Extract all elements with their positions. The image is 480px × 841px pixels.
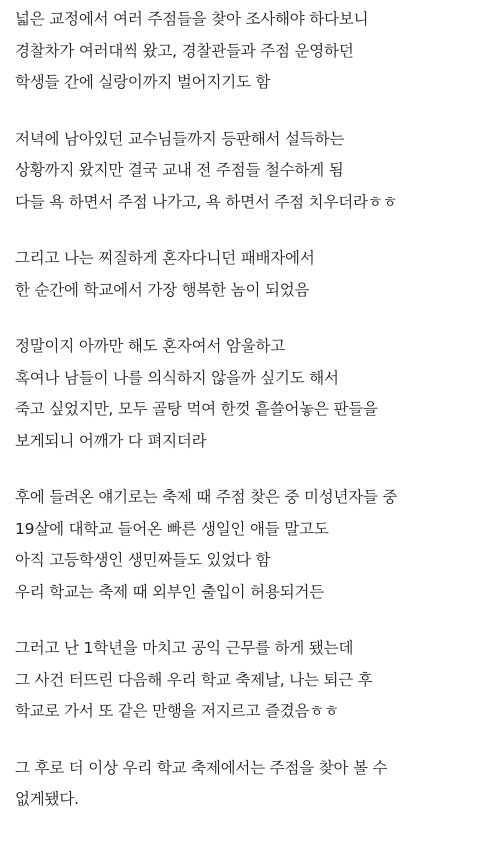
- paragraph: [15, 331, 475, 457]
- text-line: 19살에 대학교 들어온 빠른 생일인 애들 말고도: [15, 519, 329, 538]
- text-line: 그 후로 더 이상 우리 학교 축제에서는 주점을 찾아 볼 수: [15, 758, 388, 777]
- text-line: 넓은 교정에서 여러 주점들을 찾아 조사해야 하다보니: [15, 10, 369, 28]
- post-body: [15, 4, 475, 841]
- text-line: 그러고 난 1학년을 마치고 공익 근무를 하게 됐는데: [15, 639, 354, 657]
- text-line: 아직 고등학생인 생민짜들도 있었다 함: [15, 551, 271, 569]
- paragraph: [15, 482, 475, 608]
- text-line: 그리고 나는 찌질하게 혼자다니던 패배자에서: [15, 249, 315, 267]
- text-line: 한 순간에 학교에서 가장 행복한 놈이 되었음: [15, 280, 310, 299]
- text-line: 학교로 가서 또 같은 만행을 저지르고 즐겼음ㅎㅎ: [15, 702, 339, 720]
- text-line: 경찰차가 여러대씩 왔고, 경찰관들과 주점 운영하던: [15, 41, 354, 60]
- text-line: 그 사건 터뜨린 다음해 우리 학교 축제날, 나는 퇴근 후: [15, 670, 373, 689]
- text-line: 학생들 간에 실랑이까지 벌어지기도 함: [15, 73, 271, 91]
- text-line: 없게됐다.: [15, 790, 79, 808]
- text-line: 저녁에 남아있던 교수님들까지 등판해서 설득하는: [15, 129, 345, 148]
- paragraph: [15, 633, 475, 728]
- paragraph: [15, 243, 475, 306]
- text-line: 다들 욕 하면서 주점 나가고, 욕 하면서 주점 치우더라ㅎㅎ: [15, 192, 398, 211]
- text-line: 상황까지 왔지만 결국 교내 전 주점들 철수하게 됨: [15, 161, 344, 179]
- text-line: 보게되니 어깨가 다 펴지더라: [15, 431, 207, 450]
- text-line: 후에 들려온 얘기로는 축제 때 주점 찾은 중 미성년자들 중: [15, 488, 398, 506]
- text-line: 정말이지 아까만 해도 혼자여서 암울하고: [15, 337, 286, 355]
- paragraph: [15, 124, 475, 219]
- text-line: 우리 학교는 축제 때 외부인 출입이 허용되거든: [15, 582, 325, 601]
- paragraph: [15, 4, 475, 99]
- text-line: 혹여나 남들이 나를 의식하지 않을까 싶기도 해서: [15, 368, 339, 387]
- paragraph: [15, 753, 475, 816]
- text-line: 죽고 싶었지만, 모두 골탕 먹여 한껏 흩쓸어놓은 판들을: [15, 400, 378, 418]
